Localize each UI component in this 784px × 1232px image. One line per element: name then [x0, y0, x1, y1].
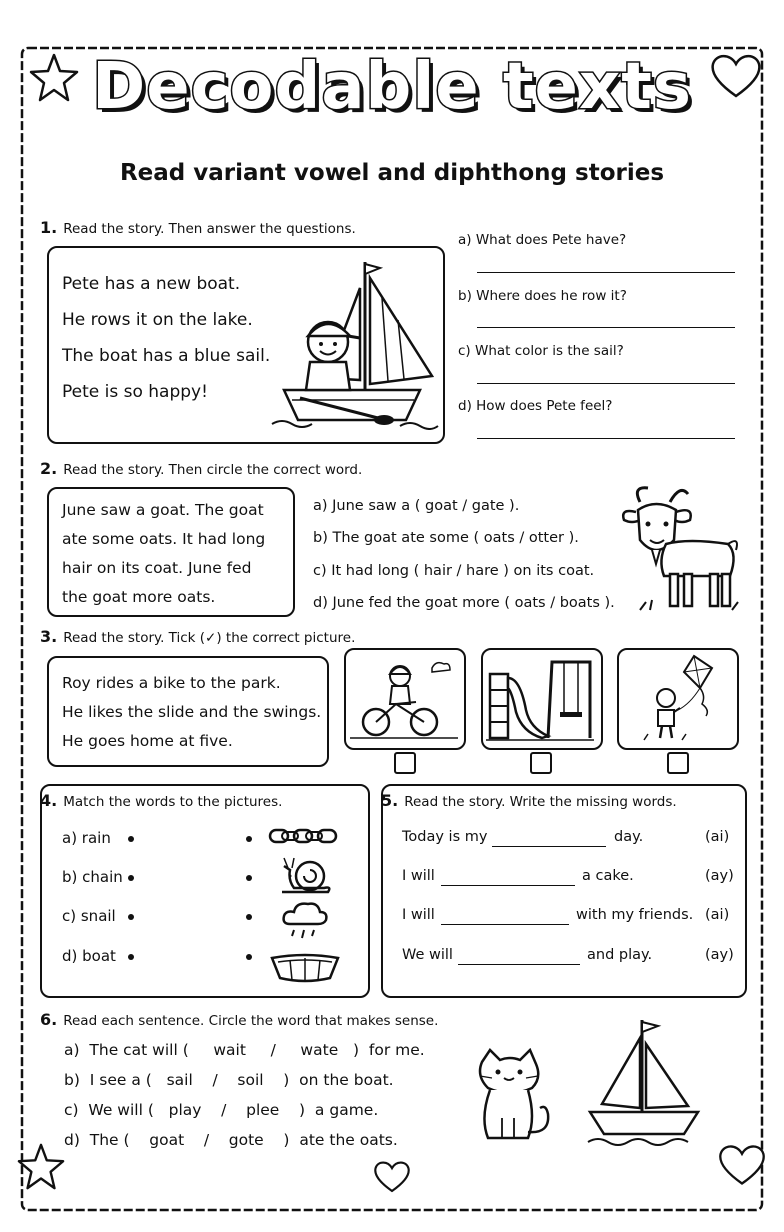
- question-1c: c) What color is the sail?: [458, 343, 624, 359]
- tick-box-playground[interactable]: [530, 752, 552, 774]
- match-word-rain: a) rain: [62, 829, 111, 847]
- section-1-heading: 1. Read the story. Then answer the questions.: [40, 218, 356, 237]
- circle-item-2b[interactable]: b) The goat ate some ( oats / otter ).: [313, 530, 579, 546]
- fill-row-4: We will: [402, 947, 453, 963]
- heart-icon: [372, 1158, 412, 1194]
- circle-item-2c[interactable]: c) It had long ( hair / hare ) on its coat.: [313, 563, 595, 579]
- cat-icon: [470, 1048, 556, 1144]
- goat-icon: [618, 484, 742, 614]
- fill-row-2-after: a cake.: [582, 868, 634, 884]
- match-dot-right[interactable]: [246, 914, 252, 920]
- match-dot-right[interactable]: [246, 875, 252, 881]
- fill-row-1-after: day.: [614, 829, 644, 845]
- fill-row-4-hint: (ay): [705, 947, 734, 963]
- section-2-story: June saw a goat. The goat ate some oats. It had long hair on its coat. June fed the goat more oats.: [62, 501, 266, 606]
- answer-line-1a[interactable]: [477, 272, 735, 273]
- match-dot-left[interactable]: [128, 836, 134, 842]
- snail-icon: [278, 856, 332, 896]
- boy-on-bike-icon: [350, 654, 458, 742]
- fill-row-2-hint: (ay): [705, 868, 734, 884]
- star-icon: [16, 1142, 66, 1192]
- fill-blank-2[interactable]: [441, 885, 575, 886]
- circle-sentence-6b[interactable]: b) I see a ( sail / soil ) on the boat.: [64, 1071, 394, 1089]
- answer-line-1b[interactable]: [477, 327, 735, 328]
- fill-row-3-hint: (ai): [705, 907, 730, 923]
- match-word-boat: d) boat: [62, 947, 116, 965]
- fill-row-2: I will: [402, 868, 435, 884]
- question-1b: b) Where does he row it?: [458, 288, 627, 304]
- match-dot-right[interactable]: [246, 954, 252, 960]
- fill-blank-1[interactable]: [492, 846, 606, 847]
- section-4-heading: 4. Match the words to the pictures.: [40, 791, 283, 810]
- tick-box-bike[interactable]: [394, 752, 416, 774]
- fill-row-1: Today is my: [402, 829, 488, 845]
- fill-row-1-hint: (ai): [705, 829, 730, 845]
- page-title: Decodable texts: [92, 50, 692, 124]
- section-2-heading: 2. Read the story. Then circle the correct word.: [40, 459, 363, 478]
- page-subtitle: Read variant vowel and diphthong stories: [119, 160, 665, 186]
- section-1-story: Pete has a new boat. He rows it on the lake. The boat has a blue sail. Pete is so happy!: [62, 274, 271, 402]
- fill-row-4-after: and play.: [587, 947, 653, 963]
- fill-row-3-after: with my friends.: [576, 907, 694, 923]
- circle-sentence-6d[interactable]: d) The ( goat / gote ) ate the oats.: [64, 1131, 398, 1149]
- answer-line-1c[interactable]: [477, 383, 735, 384]
- boy-in-sailboat-icon: [270, 258, 440, 430]
- boy-with-kite-icon: [622, 654, 730, 742]
- fill-blank-4[interactable]: [458, 964, 580, 965]
- chain-icon: [268, 826, 340, 846]
- match-word-snail: c) snail: [62, 907, 116, 925]
- fill-blank-3[interactable]: [441, 924, 569, 925]
- section-5-heading: 5. Read the story. Write the missing words.: [381, 791, 677, 810]
- boat-icon: [270, 950, 340, 984]
- rain-cloud-icon: [280, 898, 330, 940]
- circle-sentence-6c[interactable]: c) We will ( play / plee ) a game.: [64, 1101, 379, 1119]
- match-dot-left[interactable]: [128, 875, 134, 881]
- section-3-story: Roy rides a bike to the park. He likes the slide and the swings. He goes home at five.: [62, 674, 322, 750]
- question-1d: d) How does Pete feel?: [458, 398, 613, 414]
- circle-item-2d[interactable]: d) June fed the goat more ( oats / boats ).: [313, 595, 615, 611]
- section-5-box: [381, 784, 747, 998]
- question-1a: a) What does Pete have?: [458, 232, 627, 248]
- match-dot-left[interactable]: [128, 914, 134, 920]
- section-3-heading: 3. Read the story. Tick (✓) the correct picture.: [40, 627, 356, 646]
- match-dot-right[interactable]: [246, 836, 252, 842]
- circle-item-2a[interactable]: a) June saw a ( goat / gate ).: [313, 498, 520, 514]
- tick-box-kite[interactable]: [667, 752, 689, 774]
- match-word-chain: b) chain: [62, 868, 123, 886]
- fill-row-3: I will: [402, 907, 435, 923]
- circle-sentence-6a[interactable]: a) The cat will ( wait / wate ) for me.: [64, 1041, 425, 1059]
- sailboat-icon: [584, 1018, 704, 1148]
- answer-line-1d[interactable]: [477, 438, 735, 439]
- match-dot-left[interactable]: [128, 954, 134, 960]
- heart-icon: [716, 1140, 768, 1188]
- slide-and-swing-icon: [486, 656, 594, 742]
- section-6-heading: 6. Read each sentence. Circle the word that makes sense.: [40, 1010, 439, 1029]
